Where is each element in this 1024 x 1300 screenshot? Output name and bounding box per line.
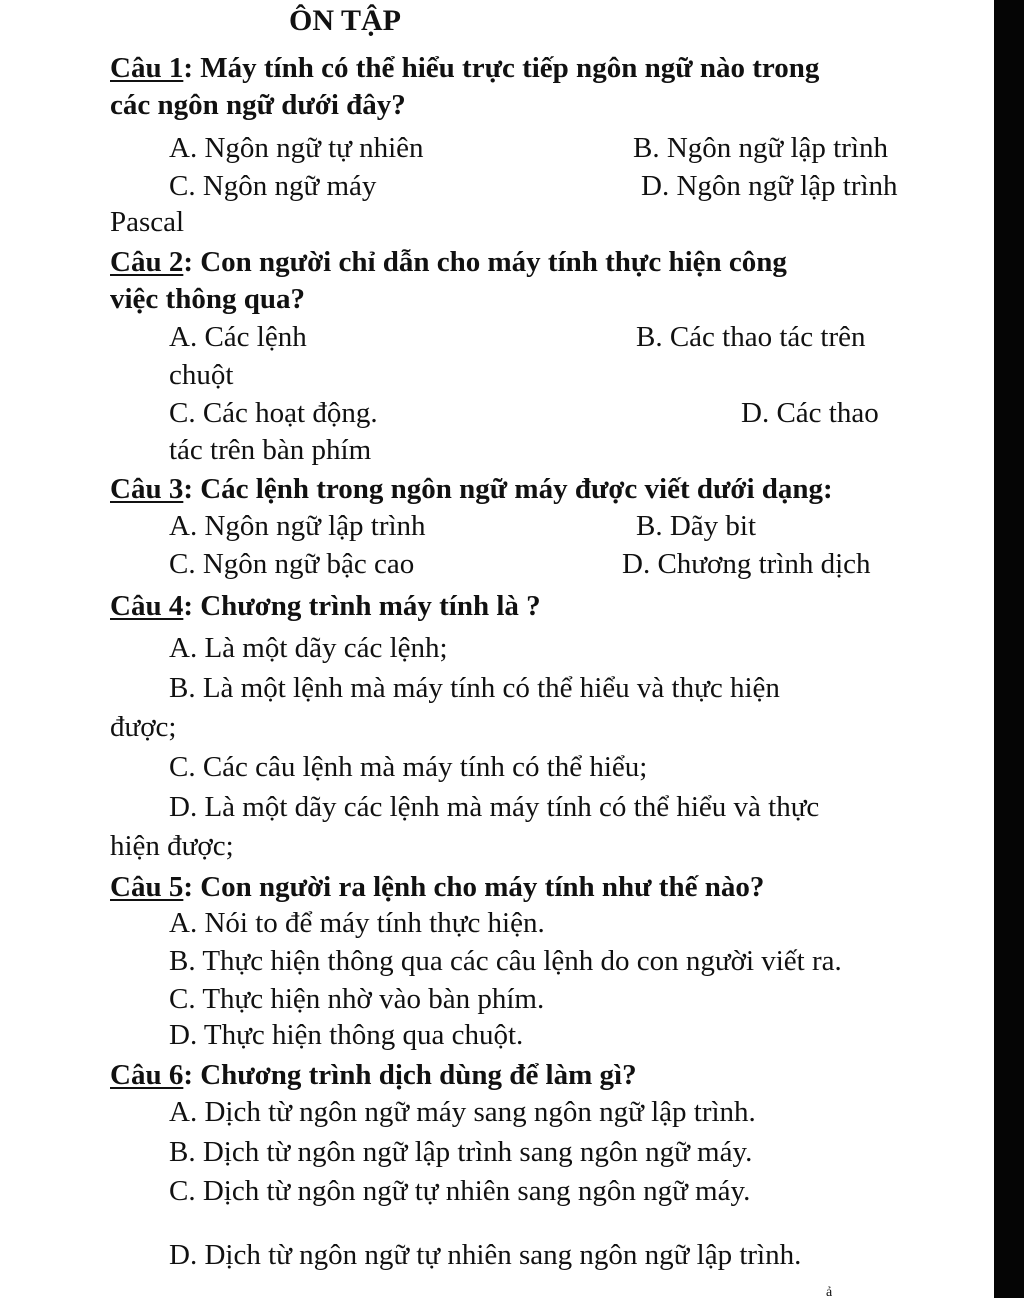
question-4-option-d-cont: hiện được; xyxy=(110,830,234,862)
question-3-option-c: C. Ngôn ngữ bậc cao xyxy=(169,548,415,580)
question-3-heading xyxy=(110,472,833,506)
question-6-text: : Chương trình dịch dùng để làm gì? xyxy=(183,1059,637,1091)
question-4-option-d: D. Là một dãy các lệnh mà máy tính có thể hiểu và thực xyxy=(169,791,820,823)
question-4-option-b: B. Là một lệnh mà máy tính có thể hiểu và thực hiện xyxy=(169,672,780,704)
question-2-text: : Con người chỉ dẫn cho máy tính thực hiện công xyxy=(183,246,787,278)
question-5-heading xyxy=(110,870,764,904)
cutoff-next-line-mark: ả xyxy=(826,1285,833,1300)
question-6-option-d: D. Dịch từ ngôn ngữ tự nhiên sang ngôn ngữ lập trình. xyxy=(169,1239,802,1271)
question-4-option-a: A. Là một dãy các lệnh; xyxy=(169,632,448,664)
question-6-option-c: C. Dịch từ ngôn ngữ tự nhiên sang ngôn ngữ máy. xyxy=(169,1175,751,1207)
question-2-text-cont: việc thông qua? xyxy=(110,283,305,315)
question-2-option-a: A. Các lệnh xyxy=(169,321,307,353)
question-2-label: Câu 2 xyxy=(110,246,184,278)
question-1-option-d-cont: Pascal xyxy=(110,206,185,238)
question-3-text: : Các lệnh trong ngôn ngữ máy được viết dưới dạng: xyxy=(183,473,833,505)
question-2-option-d-cont: tác trên bàn phím xyxy=(169,434,372,466)
question-2-heading xyxy=(110,245,787,279)
question-5-option-b: B. Thực hiện thông qua các câu lệnh do con người viết ra. xyxy=(169,945,842,977)
question-3-option-d: D. Chương trình dịch xyxy=(622,548,871,580)
question-5-option-c: C. Thực hiện nhờ vào bàn phím. xyxy=(169,983,545,1015)
question-4-option-b-cont: được; xyxy=(110,711,177,743)
question-1-label: Câu 1 xyxy=(110,52,184,84)
question-5-option-d: D. Thực hiện thông qua chuột. xyxy=(169,1019,524,1051)
question-3-option-b: B. Dãy bit xyxy=(636,510,757,542)
question-3-option-a: A. Ngôn ngữ lập trình xyxy=(169,510,426,542)
question-6-label: Câu 6 xyxy=(110,1059,184,1091)
page-title: ÔN TẬP xyxy=(289,4,401,37)
question-2-option-b: B. Các thao tác trên xyxy=(636,321,866,353)
question-1-option-d: D. Ngôn ngữ lập trình xyxy=(641,170,898,202)
question-6-heading xyxy=(110,1058,637,1092)
question-4-heading xyxy=(110,589,541,623)
question-1-option-a: A. Ngôn ngữ tự nhiên xyxy=(169,132,424,164)
question-1-option-b: B. Ngôn ngữ lập trình xyxy=(633,132,888,164)
question-6-option-a: A. Dịch từ ngôn ngữ máy sang ngôn ngữ lập trình. xyxy=(169,1096,756,1128)
question-6-option-b: B. Dịch từ ngôn ngữ lập trình sang ngôn ngữ máy. xyxy=(169,1136,753,1168)
question-1-heading xyxy=(110,51,819,85)
question-1-option-c: C. Ngôn ngữ máy xyxy=(169,170,377,202)
question-2-option-c: C. Các hoạt động. xyxy=(169,397,378,429)
question-4-text: : Chương trình máy tính là ? xyxy=(183,590,541,622)
question-3-label: Câu 3 xyxy=(110,473,184,505)
question-5-label: Câu 5 xyxy=(110,871,184,903)
question-2-option-d: D. Các thao xyxy=(741,397,879,429)
question-1-text-cont: các ngôn ngữ dưới đây? xyxy=(110,89,406,121)
question-4-label: Câu 4 xyxy=(110,590,184,622)
question-1-text: : Máy tính có thể hiểu trực tiếp ngôn ngữ nào trong xyxy=(183,52,820,84)
right-edge-bar xyxy=(994,0,1024,1298)
question-5-option-a: A. Nói to để máy tính thực hiện. xyxy=(169,907,545,939)
question-5-text: : Con người ra lệnh cho máy tính như thế nào? xyxy=(183,871,765,903)
question-4-option-c: C. Các câu lệnh mà máy tính có thể hiểu; xyxy=(169,751,648,783)
question-2-option-b-cont: chuột xyxy=(169,359,234,391)
